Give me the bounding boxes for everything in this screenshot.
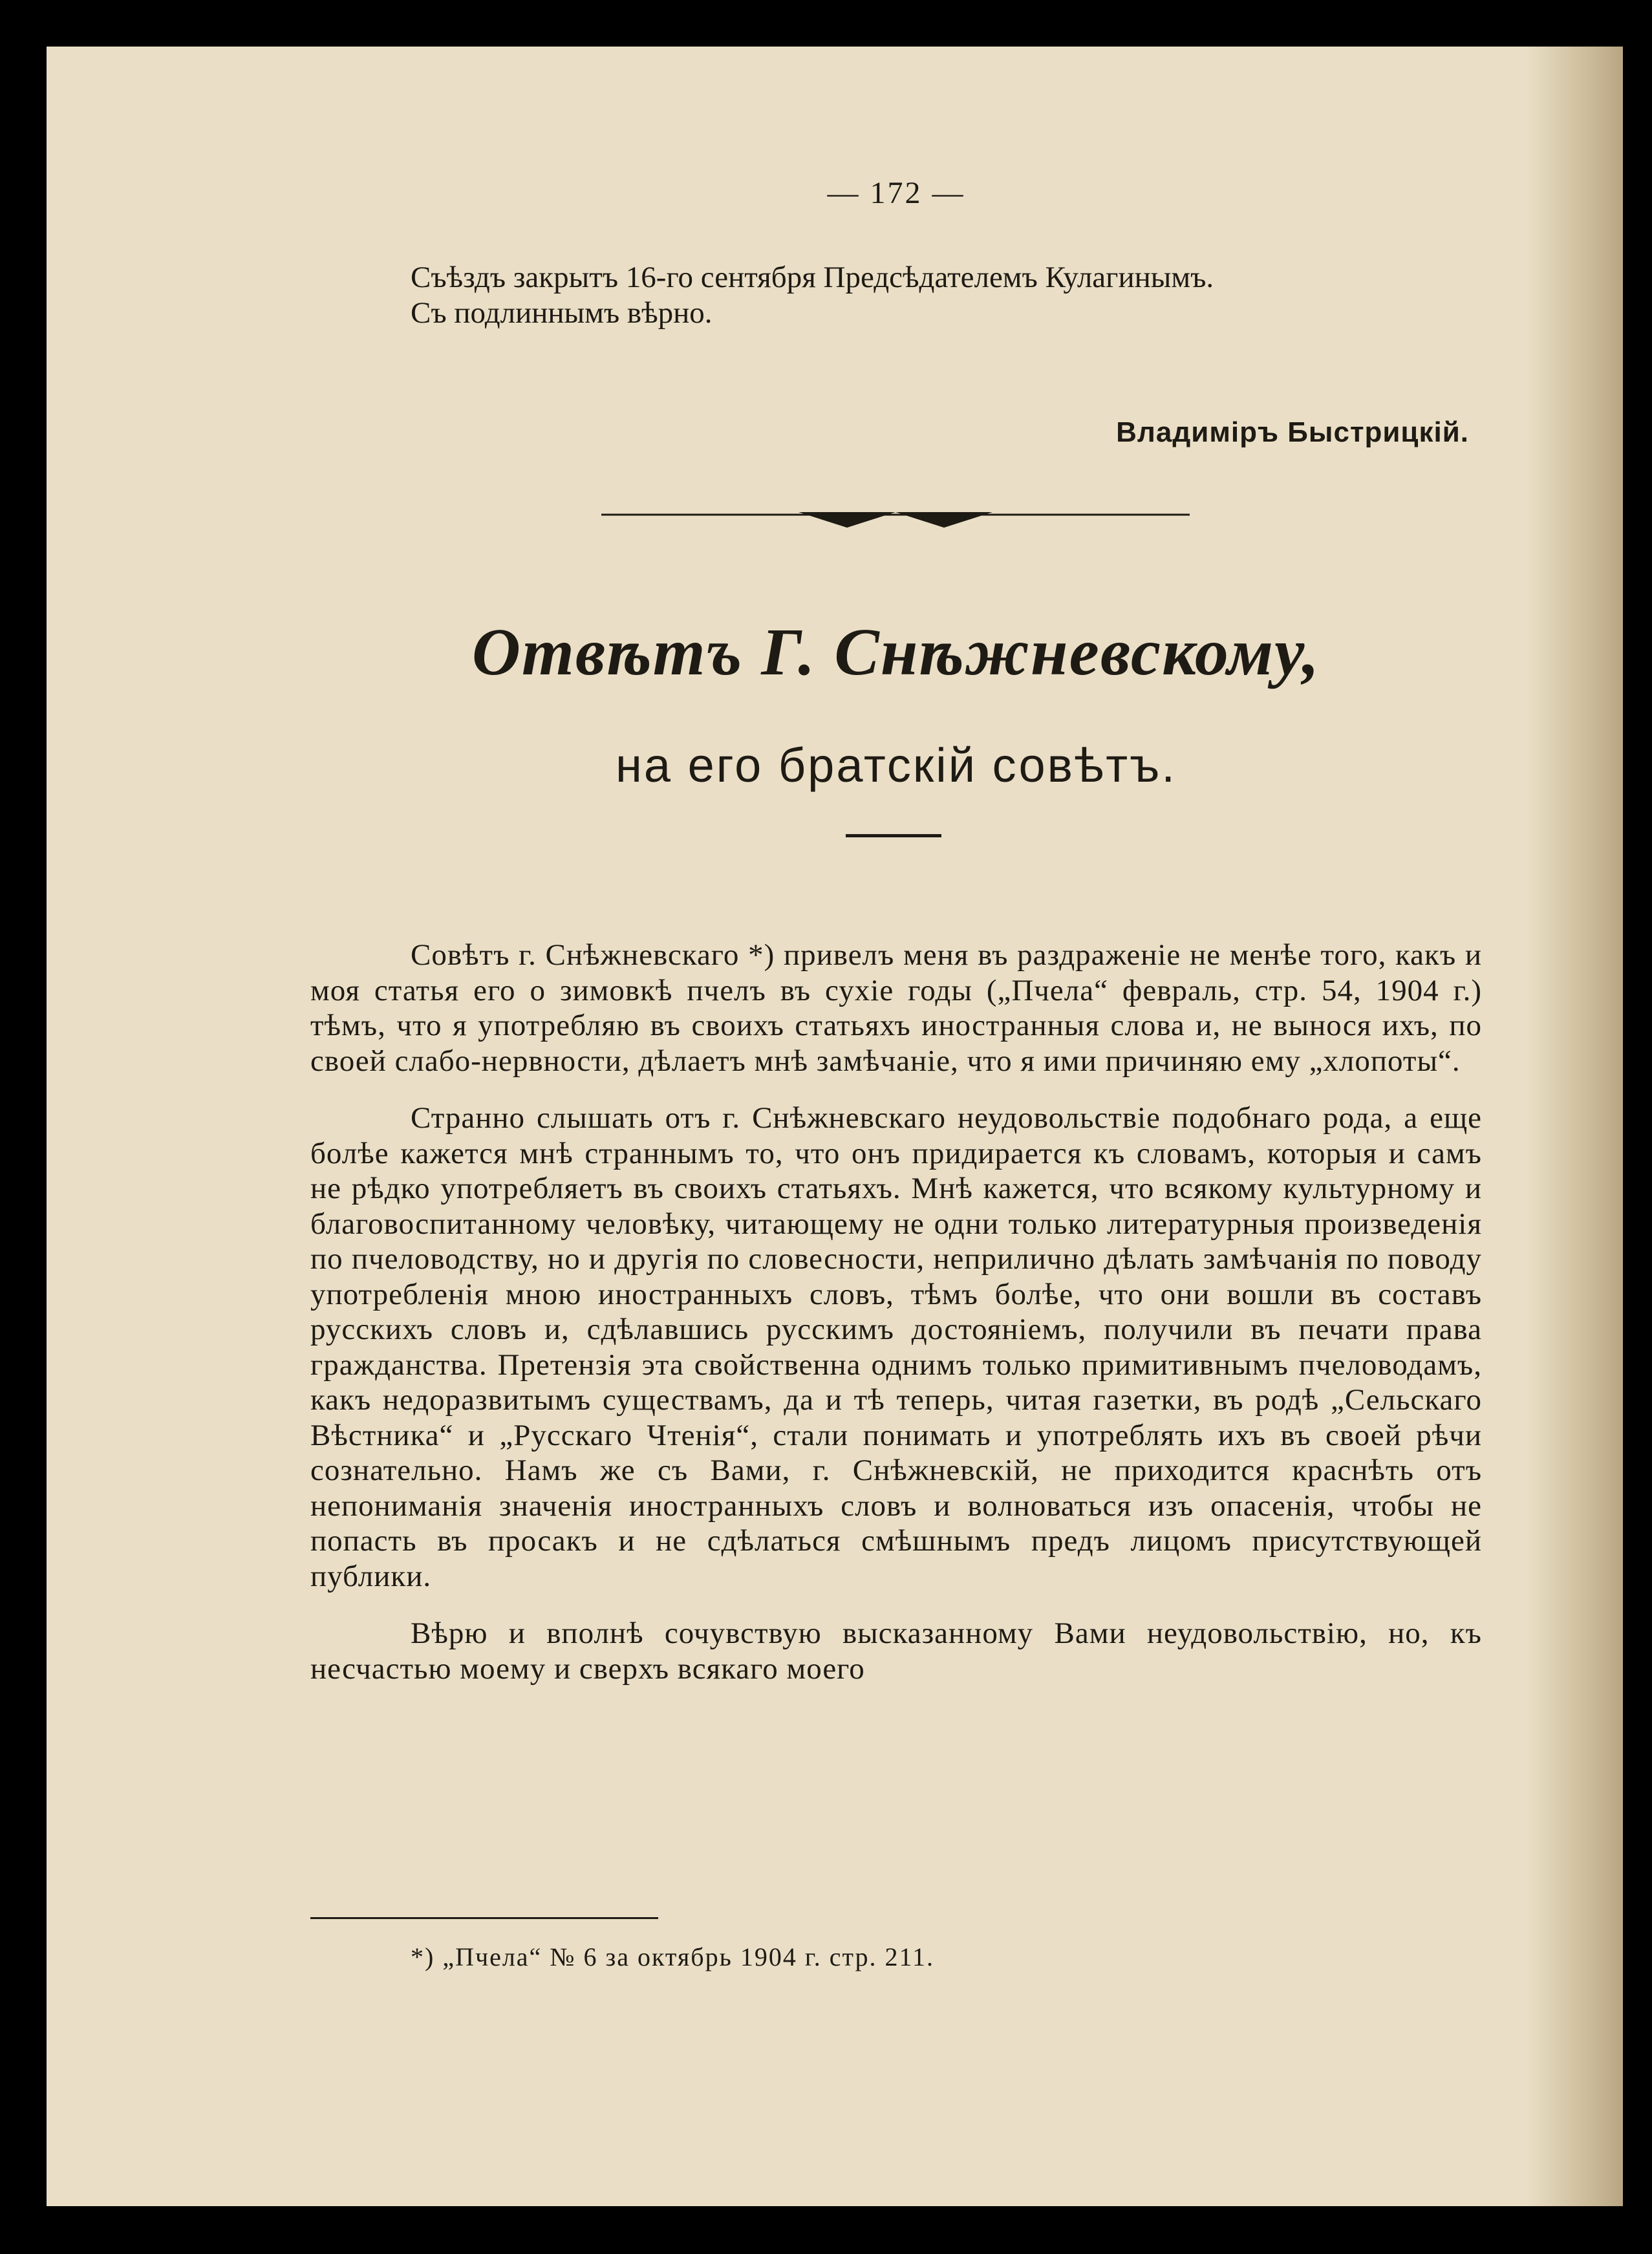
paragraph: Совѣтъ г. Снѣжневскаго *) привелъ меня въ раздраженіе не менѣе того, какъ и моя статья его о зимовкѣ пчелъ въ сухіе годы („Пчела“ февраль, стр. 54, 1904 г.) тѣмъ, что я употребляю въ своихъ статьяхъ иностранныя слова и, не вынося ихъ, по своей слабо-нервности, дѣлаетъ мнѣ замѣчаніе, что я ими причиняю ему „хлопоты“.: [310, 938, 1482, 1078]
footnote: *) „Пчела“ № 6 за октябрь 1904 г. стр. 211.: [411, 1942, 935, 1971]
article-subtitle: на его братскій совѣтъ.: [615, 738, 1177, 792]
paragraph: Странно слышать отъ г. Снѣжневскаго неудовольствіе подобнаго рода, а еще болѣе кажется мнѣ страннымъ то, что онъ придирается къ словамъ, которыя и самъ не рѣдко употребляетъ въ своихъ статьяхъ. Мнѣ кажется, что всякому культурному и благовоспитанному человѣку, читающему не одни только литературныя произведенія по пчеловодству, но и другія по словесности, неприлично дѣлать замѣчанія по поводу употребленія мною иностранныхъ словъ, тѣмъ болѣе, что они вошли въ составъ русскихъ словъ и, сдѣлавшись русскимъ достояніемъ, получили въ печати права гражданства. Претензія эта свойственна однимъ только примитивнымъ пчеловодамъ, какъ недоразвитымъ существамъ, да и тѣ теперь, читая газетки, въ родѣ „Сельскаго Вѣстника“ и „Русскаго Чтенія“, стали понимать и употреблять ихъ въ своей рѣчи сознательно. Намъ же съ Вами, г. Снѣжневскій, не приходится краснѣть отъ непониманія значенія иностранныхъ словъ и волноваться изъ опасенія, чтобы не попасть въ просакъ и не сдѣлаться смѣшнымъ предъ лицомъ присутствующей публики.: [310, 1101, 1482, 1593]
closing-line: Съѣздъ закрытъ 16-го сентября Предсѣдателемъ Кулагинымъ.: [411, 261, 1214, 294]
ornamental-divider: [601, 506, 1190, 531]
article-title: Отвѣтъ Г. Снѣжневскому,: [471, 615, 1321, 689]
footnote-rule: [310, 1917, 658, 1919]
book-page: [47, 47, 1623, 2206]
previous-article-closing: [310, 260, 1482, 330]
page-edge-shadow: [1526, 47, 1623, 2206]
paragraph: Вѣрю и вполнѣ сочувствую высказанному Вами неудовольствію, но, къ несчастью моему и сверхъ всякаго моего: [310, 1616, 1482, 1686]
page-number: — 172 —: [827, 176, 965, 210]
certification-line: Съ подлиннымъ вѣрно.: [411, 295, 713, 330]
article-body: [310, 938, 1482, 1708]
title-rule: [846, 834, 941, 837]
signature: Владиміръ Быстрицкій.: [1116, 416, 1469, 448]
